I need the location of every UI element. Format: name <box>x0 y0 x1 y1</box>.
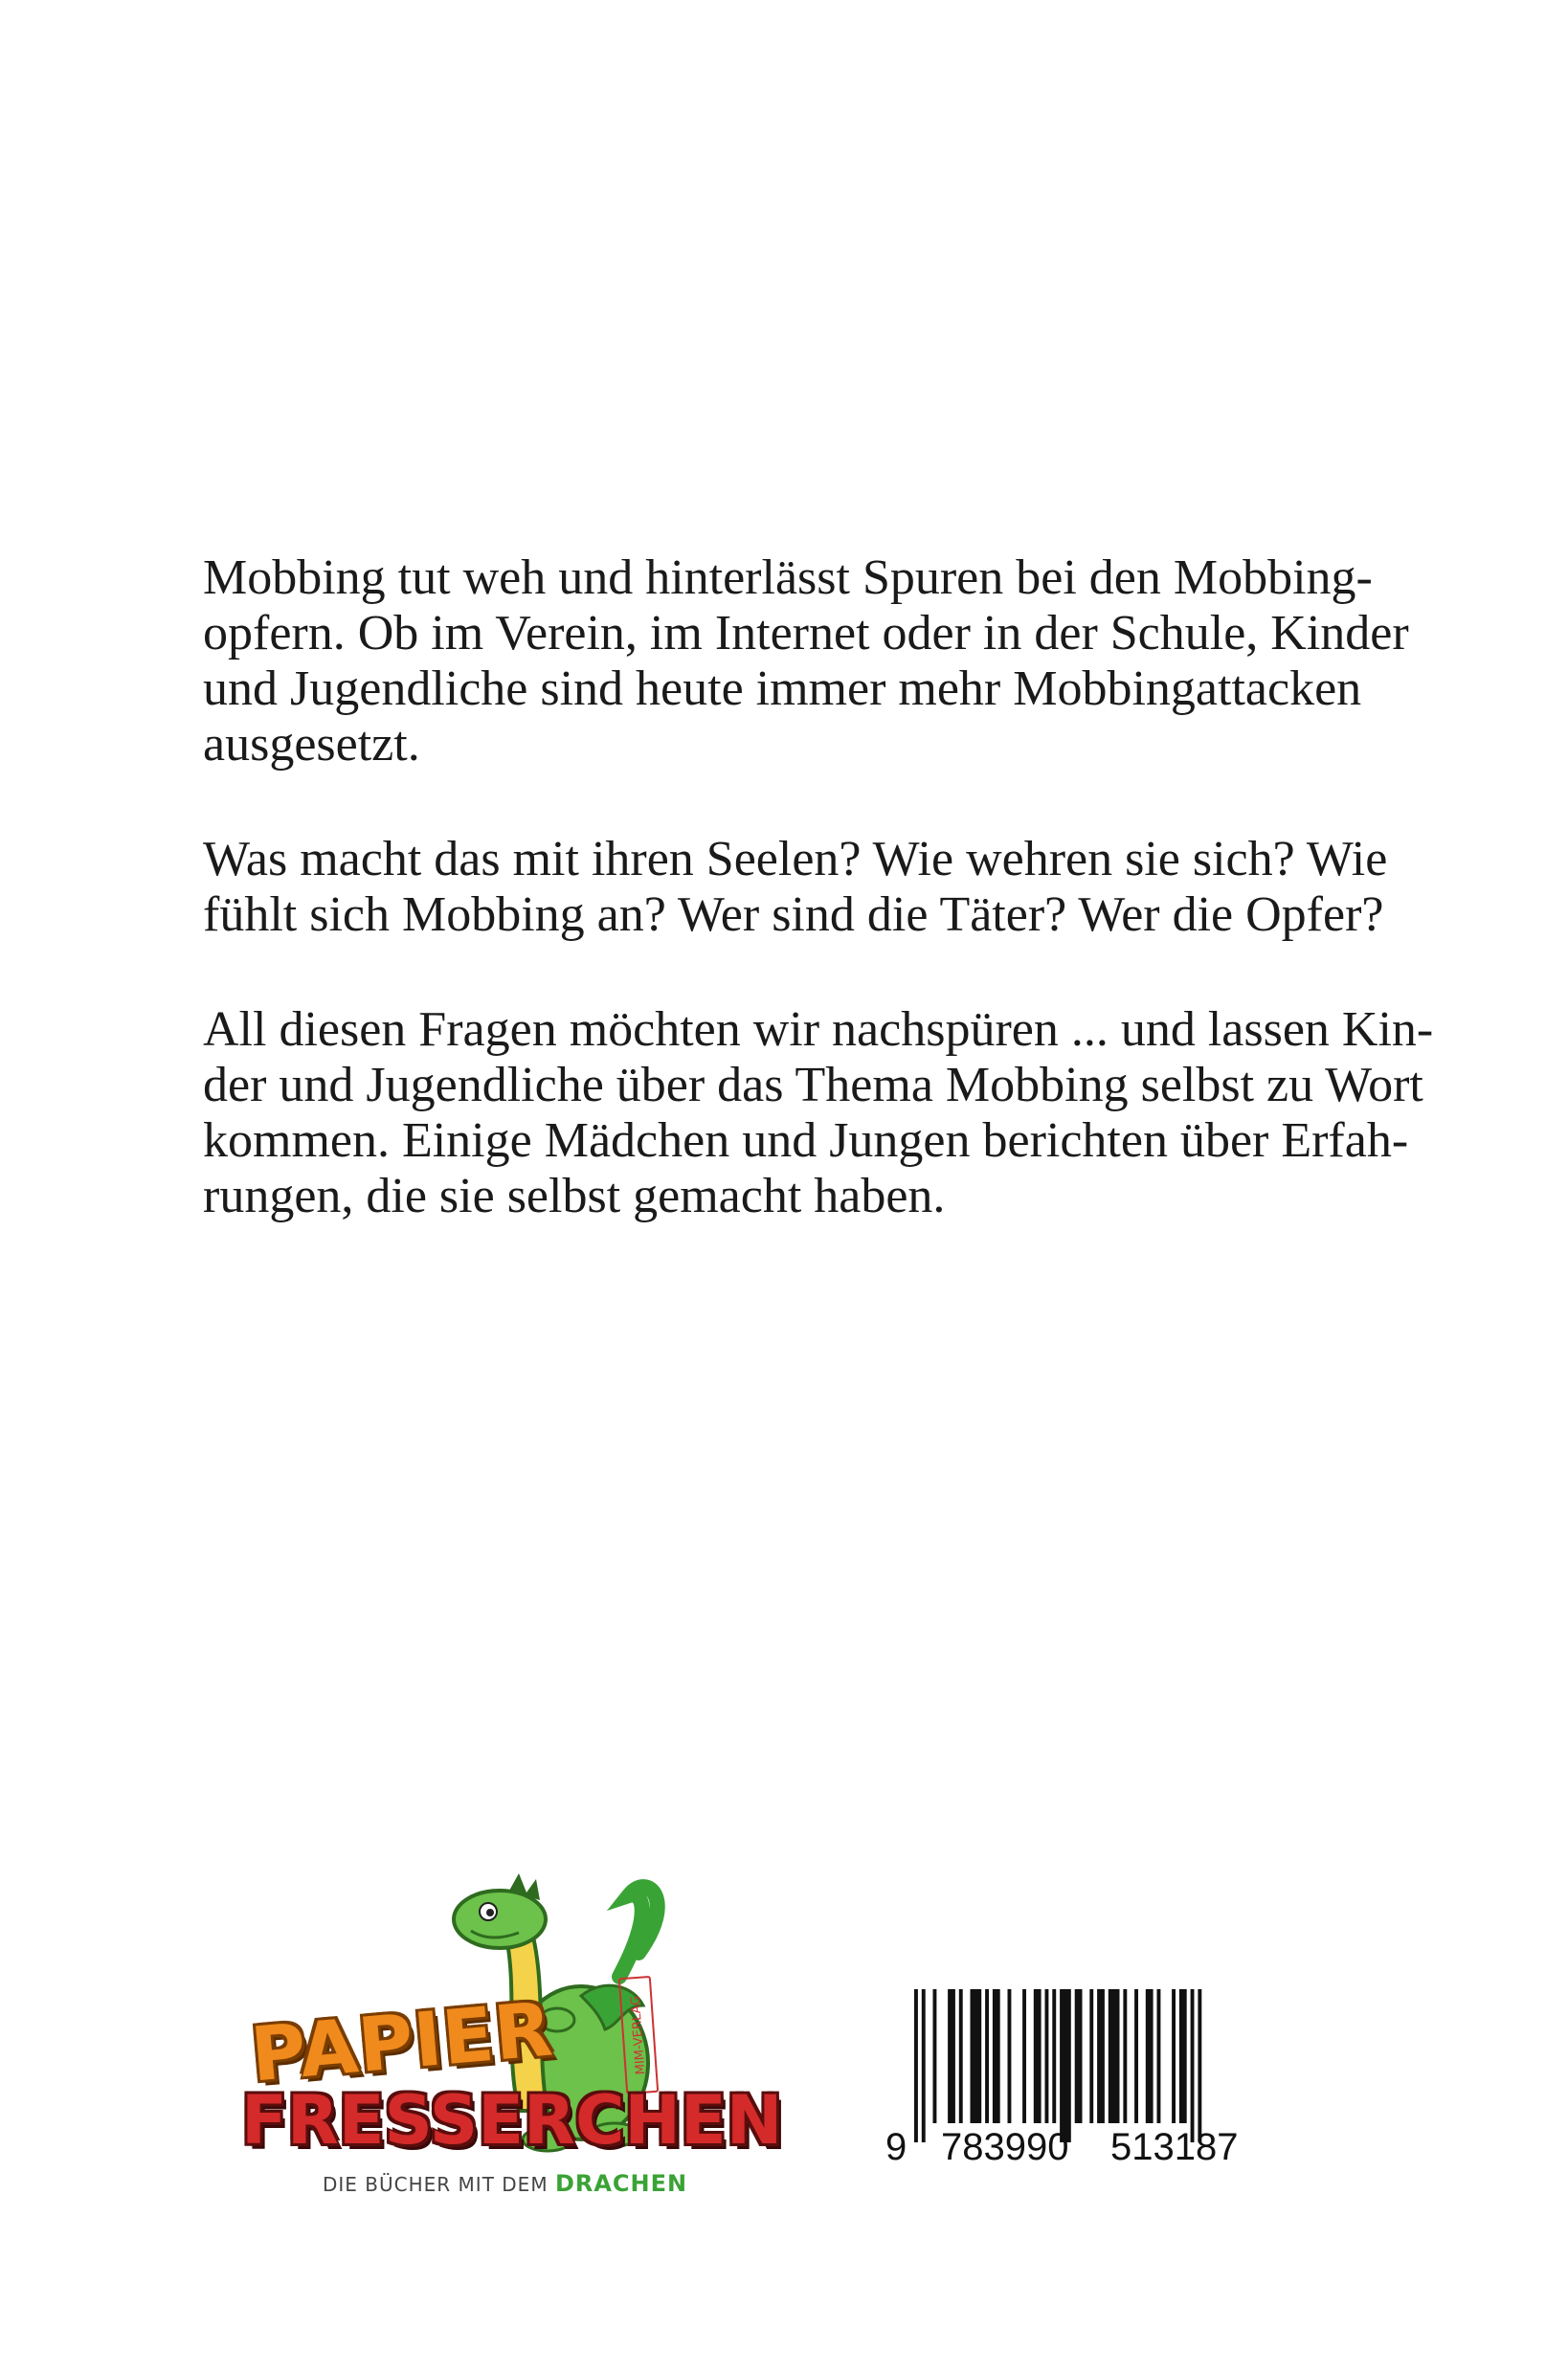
barcode-bar <box>1060 1989 1071 2142</box>
isbn-digits <box>885 2126 1288 2174</box>
barcode-bar <box>985 1989 989 2123</box>
blurb-line: kommen. Einige Mädchen und Jungen berichten über Erfah- <box>203 1113 1409 1168</box>
isbn-digit-group: 783990 <box>941 2126 1069 2168</box>
barcode-bar <box>1022 1989 1026 2123</box>
publisher-name-line-1: PAPIER <box>247 1986 557 2099</box>
blurb-paragraph-1 <box>203 550 1409 773</box>
isbn-digit-group: 513187 <box>1110 2126 1239 2168</box>
blurb-line: All diesen Fragen möchten wir nachspüren ... und lassen Kin- <box>203 1002 1434 1057</box>
barcode-bar <box>1179 1989 1187 2123</box>
barcode-bar <box>1198 1989 1201 2142</box>
barcode-bar <box>1034 1989 1042 2123</box>
barcode-bar <box>971 1989 982 2123</box>
tagline-highlight: DRACHEN <box>554 2170 688 2197</box>
barcode-bar <box>948 1989 955 2123</box>
blurb-line: ausgesetzt. <box>203 717 420 772</box>
blurb-line: und Jugendliche sind heute immer mehr Mobbingattacken <box>203 661 1362 716</box>
isbn-digit-group: 9 <box>885 2126 907 2168</box>
blurb-paragraph-3 <box>203 1002 1434 1224</box>
barcode-bar <box>1172 1989 1176 2123</box>
back-cover-blurb <box>203 550 1434 1284</box>
barcode-bar <box>1097 1989 1105 2123</box>
blurb-line: der und Jugendliche über das Thema Mobbing selbst zu Wort <box>203 1058 1423 1112</box>
tagline-prefix: DIE BÜCHER MIT DEM <box>323 2173 549 2196</box>
barcode-bar <box>959 1989 963 2123</box>
publisher-logo <box>241 1862 783 2206</box>
barcode-bar <box>1134 1989 1138 2123</box>
barcode-bar <box>1052 1989 1056 2123</box>
barcode-bar <box>1123 1989 1127 2123</box>
barcode-bar <box>1109 1989 1120 2123</box>
barcode-bar <box>933 1989 937 2123</box>
isbn-barcode <box>885 1989 1288 2179</box>
barcode-bar <box>1089 1989 1093 2123</box>
publisher-name-line-2: FRESSERCHEN <box>241 2081 783 2160</box>
publisher-stamp-text: MIM-VERLAG <box>628 1995 649 2075</box>
blurb-line: Mobbing tut weh und hinterlässt Spuren bei den Mobbing- <box>203 550 1373 605</box>
barcode-bar <box>1146 1989 1154 2123</box>
barcode-bar <box>1008 1989 1012 2123</box>
publisher-tagline <box>323 2170 687 2197</box>
barcode-bar <box>922 1989 926 2142</box>
barcode-bar <box>914 1989 918 2142</box>
blurb-line: Was macht das mit ihren Seelen? Wie wehren sie sich? Wie <box>203 832 1388 886</box>
barcode-bar <box>1045 1989 1049 2123</box>
blurb-line: opfern. Ob im Verein, im Internet oder in der Schule, Kinder <box>203 606 1409 661</box>
barcode-bar <box>1157 1989 1161 2123</box>
barcode-bar <box>1191 1989 1195 2142</box>
blurb-paragraph-2 <box>203 832 1388 943</box>
barcode-bar <box>1075 1989 1083 2123</box>
blurb-line: rungen, die sie selbst gemacht haben. <box>203 1169 946 1223</box>
blurb-line: fühlt sich Mobbing an? Wer sind die Täter? Wer die Opfer? <box>203 887 1384 942</box>
barcode-bar <box>993 1989 1000 2123</box>
